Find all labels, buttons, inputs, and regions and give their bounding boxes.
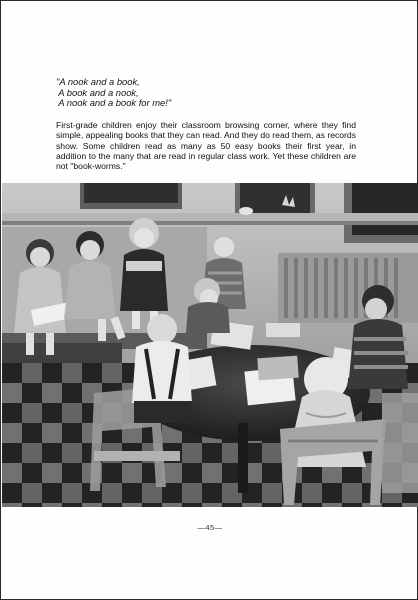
poem bbox=[56, 77, 171, 109]
classroom-photograph bbox=[2, 183, 418, 507]
poem-line: "A nook and a book, bbox=[56, 76, 140, 87]
page-number: —45— bbox=[197, 523, 223, 532]
photo-caption: First-grade children enjoy their classroom browsing corner, where they find simple, appealing books that they can read. And they do read them, as records show. Some children read as many as 50 easy books their first year, in addition to the many that are read in regular class work. Yet these children are not "book-worms." bbox=[56, 120, 356, 172]
poem-line: A nook and a book for me!" bbox=[56, 97, 172, 109]
poem-line: A book and a nook, bbox=[56, 86, 139, 98]
